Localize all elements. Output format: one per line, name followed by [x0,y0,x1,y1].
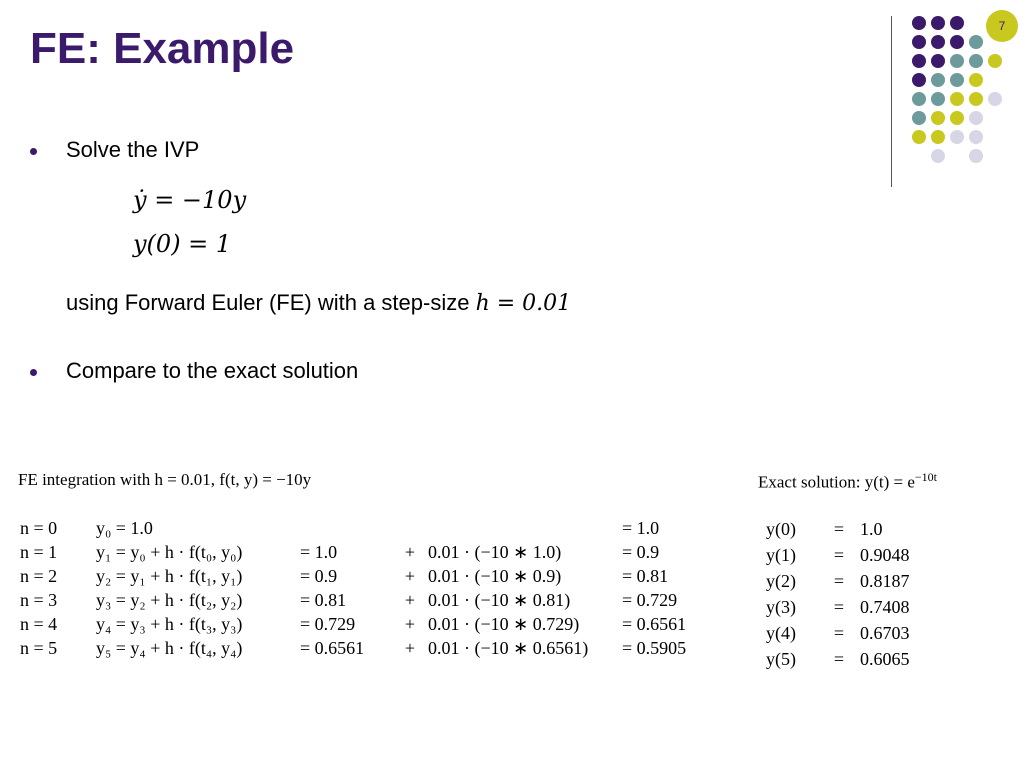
exact-cell-eq: = [833,544,845,565]
table-row [20,564,762,588]
exact-solution-header [758,470,937,493]
decorative-dot [950,35,964,49]
fe-cell-result: = 0.9 [622,541,660,562]
table-row [765,516,939,542]
exact-cell-value: 0.6065 [860,648,910,669]
table-row [20,540,762,564]
fe-cell-y: y₄ = y₃ + h · f(t₃, y₃) [96,613,243,634]
fe-cell-incr: 0.01 · (−10 ∗ 0.729) [428,613,580,634]
decorative-dot [931,92,945,106]
decorative-dot [969,35,983,49]
decorative-dot [950,111,964,125]
fe-cell-plus: + [404,541,416,562]
table-row [20,636,762,660]
table-row [20,588,762,612]
bullet-marker-1 [30,148,37,155]
exact-cell-eq: = [833,596,845,617]
exact-cell-eq: = [833,648,845,669]
fe-cell-plus [392,516,428,540]
decorative-dot [931,149,945,163]
fe-cell-result: = 0.5905 [622,637,687,658]
fe-cell-prev [300,516,392,540]
fe-cell-incr: 0.01 · (−10 ∗ 0.6561) [428,637,589,658]
bullet-marker-2 [30,369,37,376]
decorative-dot [912,111,926,125]
fe-cell-plus: + [404,565,416,586]
fe-cell-prev: = 0.9 [300,565,338,586]
decorative-dot [912,35,926,49]
fe-cell-prev: = 0.6561 [300,637,365,658]
decorative-dot [931,16,945,30]
exact-cell-label: y(0) [766,518,796,539]
decorative-dot [988,54,1002,68]
table-row [765,542,939,568]
decorative-dot [912,92,926,106]
fe-cell-prev: = 0.81 [300,589,347,610]
exact-cell-label: y(4) [766,622,796,643]
exact-cell-value: 0.9048 [860,544,910,565]
fe-cell-incr: 0.01 · (−10 ∗ 0.9) [428,565,562,586]
fe-cell-result: = 0.6561 [622,613,687,634]
fe-cell-prev: = 0.729 [300,613,356,634]
fe-cell-prev: = 1.0 [300,541,338,562]
decorative-dot [931,111,945,125]
decorative-dot [912,54,926,68]
decorative-dot [931,35,945,49]
equation-initial-condition: y(0) = 1 [133,230,232,258]
exact-cell-eq: = [833,518,845,539]
fe-cell-n: n = 0 [20,517,58,538]
method-text: using Forward Euler (FE) with a step-size [66,290,476,315]
exact-cell-label: y(2) [766,570,796,591]
fe-cell-result: = 0.729 [622,589,678,610]
decorative-dot [912,73,926,87]
decorative-dot [931,73,945,87]
divider-line [891,16,892,187]
exact-cell-label: y(5) [766,648,796,669]
table-row [765,646,939,672]
table-row [20,612,762,636]
decorative-dot [931,54,945,68]
decorative-dot [988,92,1002,106]
decorative-dot [969,111,983,125]
fe-cell-y: y₃ = y₂ + h · f(t₂, y₂) [96,589,243,610]
decorative-dot [912,16,926,30]
decorative-dot [950,130,964,144]
fe-cell-n: n = 4 [20,613,58,634]
fe-cell-incr: 0.01 · (−10 ∗ 1.0) [428,541,562,562]
slide-title: FE: Example [30,24,295,73]
fe-cell-y: y₂ = y₁ + h · f(t₁, y₁) [96,565,243,586]
page-number-badge: 7 [986,10,1018,42]
fe-cell-plus: + [404,589,416,610]
decorative-dot [950,92,964,106]
exact-header-text: Exact solution: y(t) = e [758,472,915,492]
bullet-text-compare: Compare to the exact solution [66,358,359,383]
exact-header-exponent: −10t [914,470,937,484]
decorative-dot [950,54,964,68]
fe-cell-incr: 0.01 · (−10 ∗ 0.81) [428,589,571,610]
fe-cell-n: n = 5 [20,637,58,658]
decorative-dot [969,92,983,106]
exact-solution-table [765,516,939,672]
table-row [765,620,939,646]
decorative-dot [969,54,983,68]
fe-cell-y: y₅ = y₄ + h · f(t₄, y₄) [96,637,243,658]
table-row [765,594,939,620]
fe-cell-plus: + [404,637,416,658]
exact-cell-label: y(3) [766,596,796,617]
step-size-math: h = 0.01 [475,291,572,316]
exact-cell-value: 1.0 [860,518,883,539]
exact-cell-value: 0.8187 [860,570,910,591]
decorative-dot [912,130,926,144]
exact-cell-value: 0.6703 [860,622,910,643]
fe-cell-plus: + [404,613,416,634]
exact-cell-label: y(1) [766,544,796,565]
decorative-dot [950,16,964,30]
decorative-dot [950,73,964,87]
equation-ode: ẏ = −10y [133,186,247,214]
bullet-text-solve: Solve the IVP [66,137,200,162]
exact-cell-value: 0.7408 [860,596,910,617]
exact-cell-eq: = [833,622,845,643]
table-row [765,568,939,594]
decorative-dot [969,73,983,87]
decorative-dot [969,130,983,144]
fe-cell-result: = 0.81 [622,565,669,586]
fe-table-header: FE integration with h = 0.01, f(t, y) = −10y [18,470,312,489]
fe-cell-y: y₁ = y₀ + h · f(t₀, y₀) [96,541,243,562]
fe-cell-n: n = 1 [20,541,58,562]
fe-integration-table [20,516,762,660]
decorative-dot [931,130,945,144]
decorative-dot [969,149,983,163]
fe-cell-n: n = 3 [20,589,58,610]
method-description [66,290,571,316]
exact-cell-eq: = [833,570,845,591]
table-row [20,516,762,540]
fe-cell-y: y₀ = 1.0 [96,517,153,538]
fe-cell-result: = 1.0 [622,517,660,538]
fe-cell-incr [428,516,622,540]
fe-cell-n: n = 2 [20,565,58,586]
